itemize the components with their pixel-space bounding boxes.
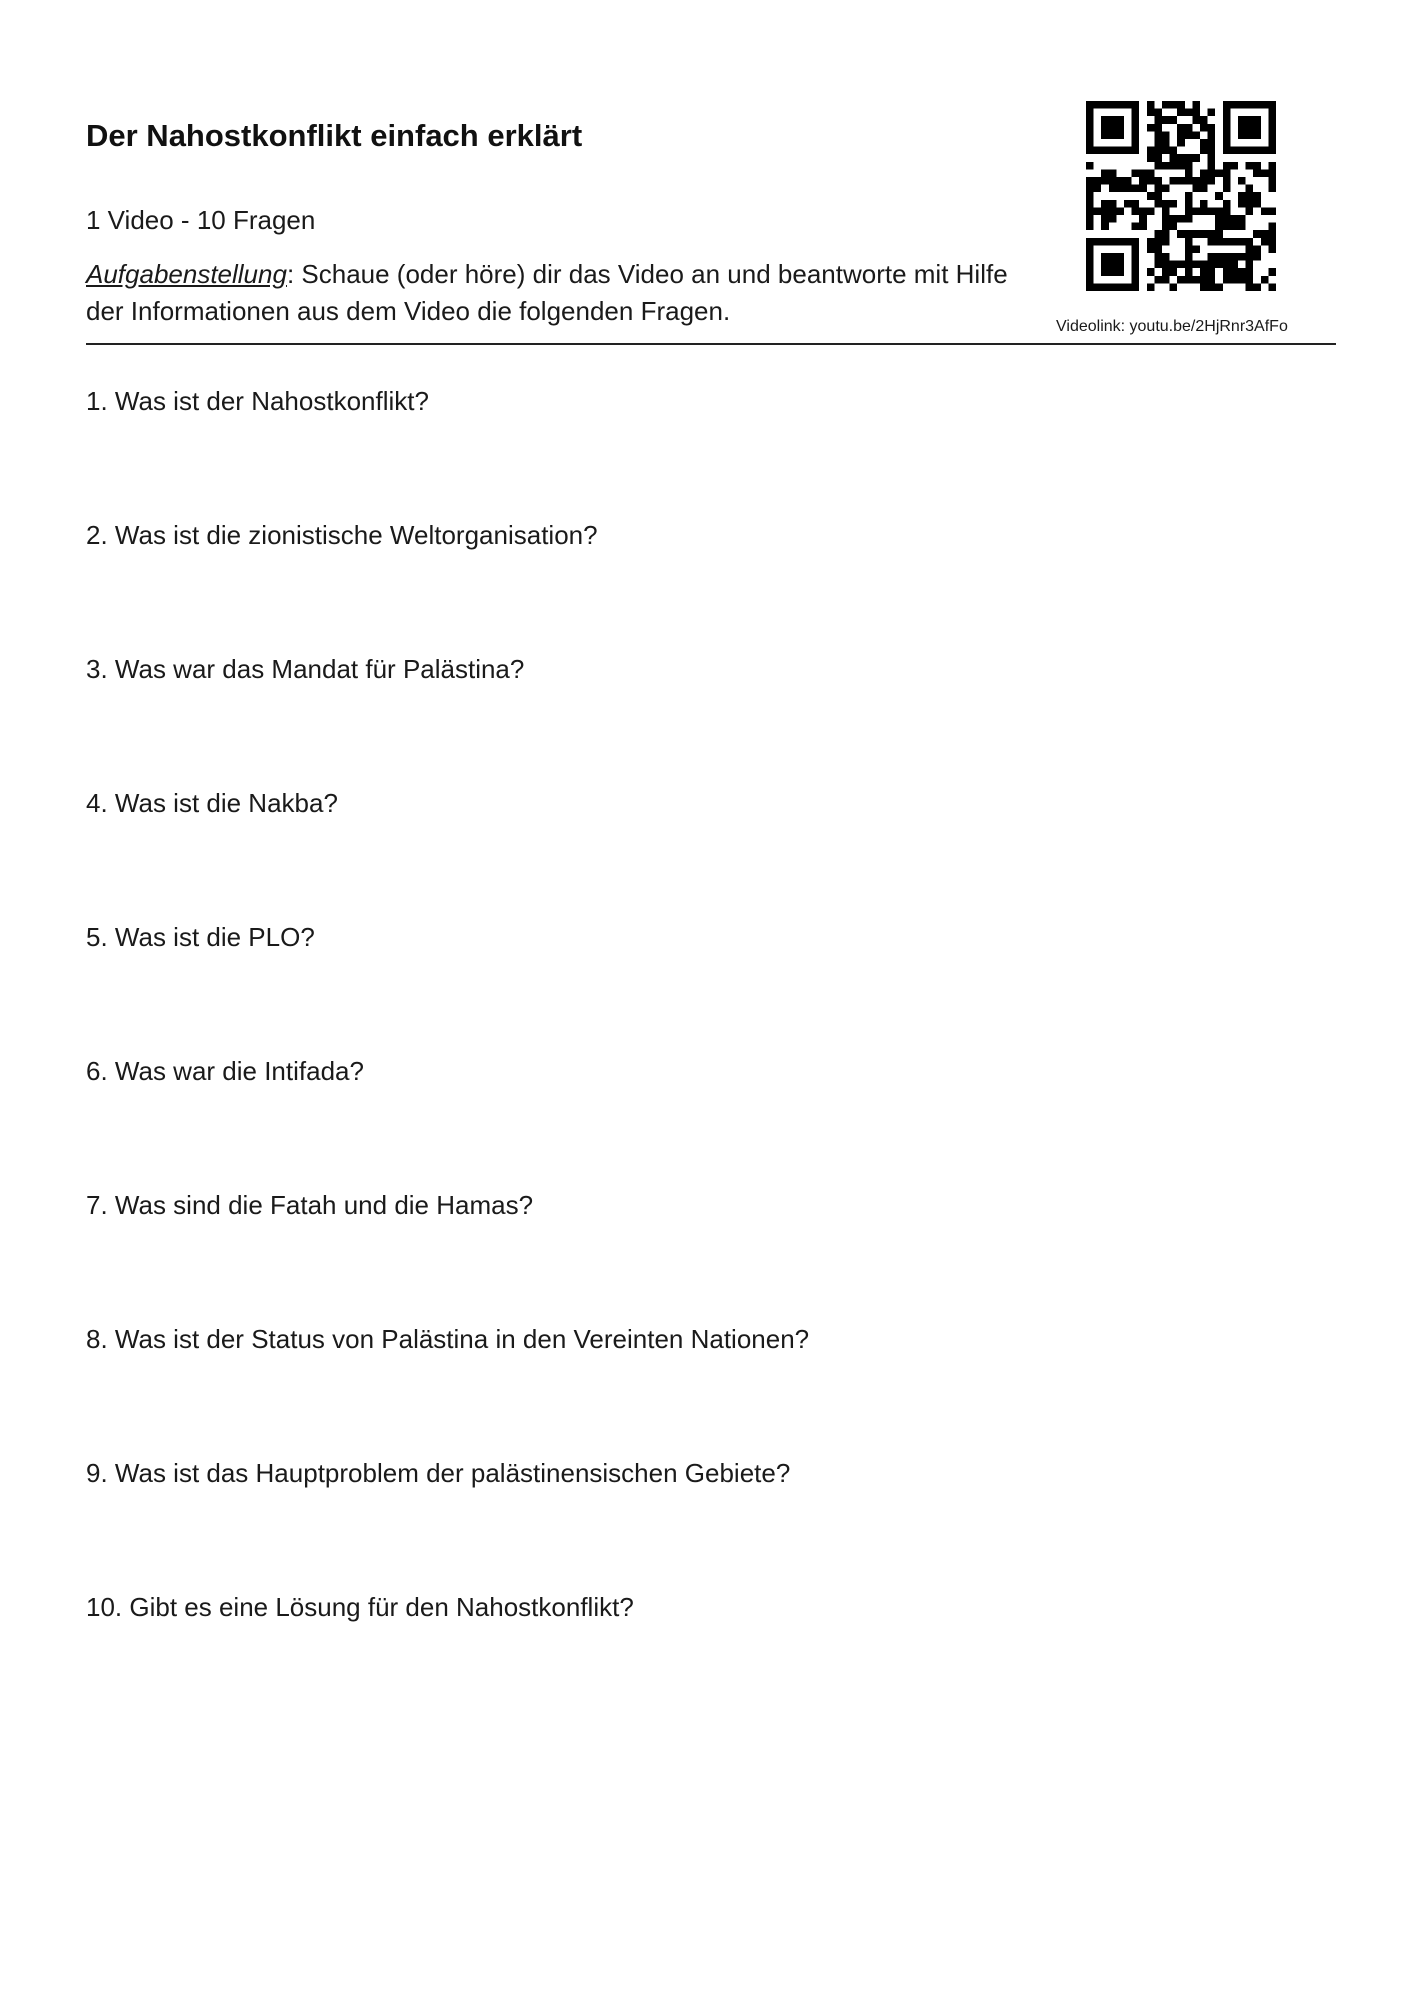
- question-item: 1. Was ist der Nahostkonflikt?: [86, 386, 429, 416]
- question-list: [86, 386, 809, 1726]
- qr-code-graphic: [1086, 101, 1276, 291]
- question-item: 10. Gibt es eine Lösung für den Nahostkonflikt?: [86, 1592, 634, 1622]
- question-item: 9. Was ist das Hauptproblem der palästinensischen Gebiete?: [86, 1458, 791, 1488]
- page-subtitle: 1 Video - 10 Fragen: [86, 205, 316, 235]
- page-title: Der Nahostkonflikt einfach erklärt: [86, 118, 583, 153]
- instructions: [86, 256, 1026, 330]
- header-divider: [86, 343, 1336, 345]
- question-item: 2. Was ist die zionistische Weltorganisation?: [86, 520, 598, 550]
- video-link: Videolink: youtu.be/2HjRnr3AfFo: [1056, 318, 1288, 335]
- question-item: 5. Was ist die PLO?: [86, 922, 315, 952]
- qr-code-icon: [1086, 101, 1276, 291]
- question-item: 8. Was ist der Status von Palästina in den Vereinten Nationen?: [86, 1324, 810, 1354]
- question-item: 4. Was ist die Nakba?: [86, 788, 338, 818]
- question-item: 6. Was war die Intifada?: [86, 1056, 364, 1086]
- instructions-text: : Schaue (oder höre) dir das Video an und beantworte mit Hilfe der Informationen aus dem Video die folgenden Fragen.: [86, 259, 1008, 326]
- question-item: 7. Was sind die Fatah und die Hamas?: [86, 1190, 534, 1220]
- question-item: 3. Was war das Mandat für Palästina?: [86, 654, 525, 684]
- instructions-label: Aufgabenstellung: [86, 259, 287, 289]
